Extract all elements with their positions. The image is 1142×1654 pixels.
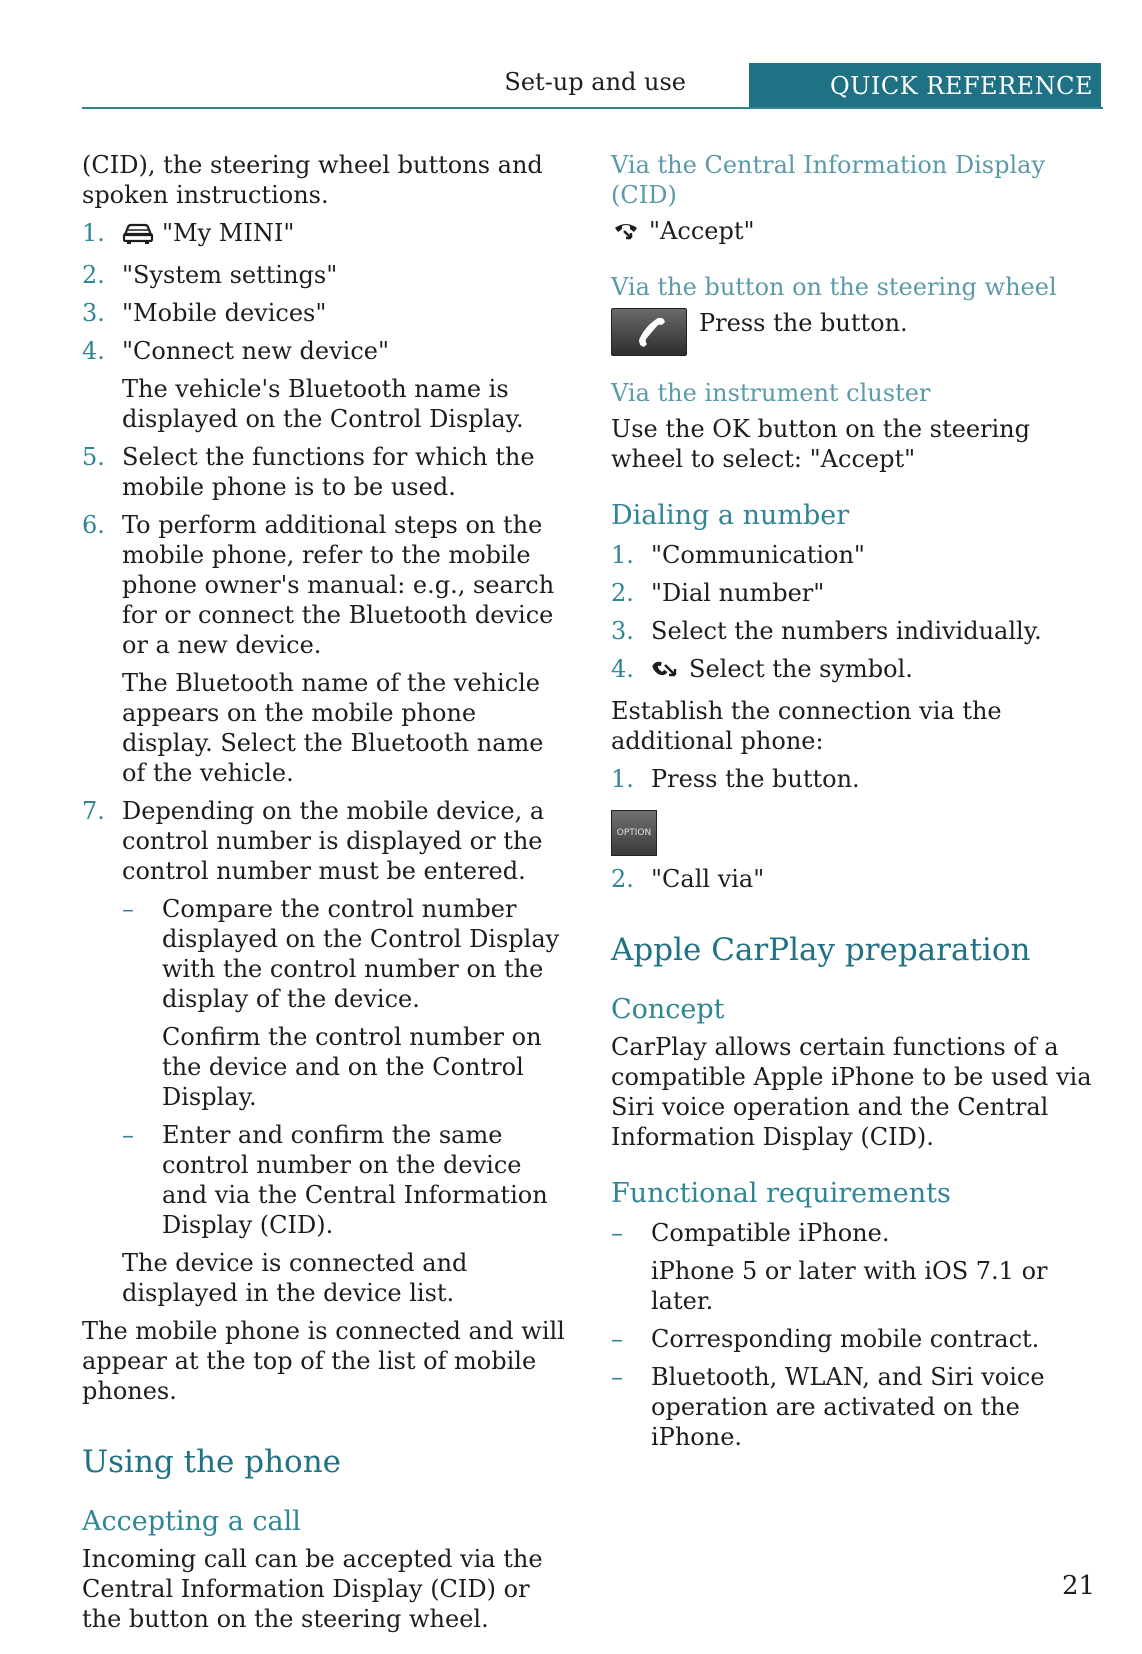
list-item <box>611 578 1106 608</box>
via-cid-heading: Via the Central Information Display (CID) <box>611 151 1046 209</box>
sub-list-item <box>82 894 570 1014</box>
sub-item-text: Compare the control number displayed on the Control Display with the control number on the display of the device. <box>162 895 560 1013</box>
item-text: "Mobile devices" <box>122 299 327 327</box>
concept-heading: Concept <box>611 994 725 1025</box>
list-item <box>611 540 1106 570</box>
step-note: The Bluetooth name of the vehicle appears on the mobile phone display. Select the Bluetooth name of the vehicle. <box>122 669 544 787</box>
list-item <box>82 336 570 366</box>
dialing-heading: Dialing a number <box>611 500 850 531</box>
using-phone-heading: Using the phone <box>82 1444 342 1480</box>
carplay-heading: Apple CarPlay preparation <box>611 932 1031 968</box>
item-number: 1. <box>611 541 634 569</box>
item-text: Depending on the mobile device, a control number is displayed or the control number must be entered. <box>122 797 545 885</box>
list-item <box>611 654 1106 688</box>
item-text: "Call via" <box>651 865 765 893</box>
item-number: 6. <box>82 511 105 539</box>
requirement-item <box>611 1218 1106 1248</box>
item-number: 1. <box>82 219 105 247</box>
via-cid-text: "Accept" <box>649 217 755 245</box>
list-item <box>82 218 570 252</box>
dash-mark: – <box>122 895 134 923</box>
list-item <box>611 864 1106 894</box>
via-cluster-heading: Via the instrument cluster <box>611 379 931 407</box>
requirement-text: Compatible iPhone. <box>651 1219 890 1247</box>
left-column <box>82 150 570 1634</box>
via-cid-line <box>611 216 1106 250</box>
item-text: "System settings" <box>122 261 338 289</box>
dash-mark: – <box>611 1325 623 1353</box>
step-note: The vehicle's Bluetooth name is displayed on the Control Display. <box>122 375 524 433</box>
phone-button-icon <box>611 308 687 356</box>
item-number: 3. <box>611 617 634 645</box>
dash-mark: – <box>122 1121 134 1149</box>
item-text: "My MINI" <box>162 219 295 247</box>
list-item <box>611 616 1106 646</box>
sub-item-text: Enter and confirm the same control number on the device and via the Central Information Display (CID). <box>162 1121 548 1239</box>
item-number: 5. <box>82 443 105 471</box>
item-text: "Communication" <box>651 541 865 569</box>
item-number: 2. <box>82 261 105 289</box>
right-column <box>611 150 1106 1452</box>
via-cluster-text: Use the OK button on the steering wheel to select: "Accept" <box>611 415 1030 473</box>
item-text: "Dial number" <box>651 579 825 607</box>
option-button-icon: OPTION <box>611 810 657 856</box>
item-number: 4. <box>82 337 105 365</box>
dial-symbol-icon <box>651 657 681 688</box>
quick-reference-tab: QUICK REFERENCE <box>749 63 1101 109</box>
list-item <box>82 796 570 886</box>
item-number: 2. <box>611 865 634 893</box>
list-item <box>82 260 570 290</box>
dash-mark: – <box>611 1219 623 1247</box>
concept-text: CarPlay allows certain functions of a compatible Apple iPhone to be used via Siri voice operation and the Central Information Display (CID). <box>611 1033 1092 1151</box>
sub-list-item <box>82 1120 570 1240</box>
list-item <box>82 298 570 328</box>
accept-call-icon <box>611 219 641 250</box>
item-text: Select the symbol. <box>689 655 913 683</box>
item-number: 7. <box>82 797 105 825</box>
intro-text: (CID), the steering wheel buttons and spoken instructions. <box>82 151 543 209</box>
accepting-call-heading: Accepting a call <box>82 1506 301 1537</box>
item-number: 4. <box>611 655 634 683</box>
list-item <box>611 764 1106 794</box>
list-item <box>82 510 570 660</box>
requirement-note: iPhone 5 or later with iOS 7.1 or later. <box>651 1257 1048 1315</box>
item-number: 3. <box>82 299 105 327</box>
requirement-text: Bluetooth, WLAN, and Siri voice operation are activated on the iPhone. <box>651 1363 1045 1451</box>
functional-requirements-heading: Functional requirements <box>611 1178 951 1209</box>
dash-mark: – <box>611 1363 623 1391</box>
item-text: To perform additional steps on the mobile phone, refer to the mobile phone owner's manual: e.g., search for or connect the Bluetooth device or a new device. <box>122 511 555 659</box>
accepting-call-text: Incoming call can be accepted via the Central Information Display (CID) or the button on the steering wheel. <box>82 1545 543 1633</box>
item-text: Select the numbers individually. <box>651 617 1042 645</box>
via-button-heading: Via the button on the steering wheel <box>611 273 1057 301</box>
item-number: 1. <box>611 765 634 793</box>
requirement-item <box>611 1324 1106 1354</box>
step-note: The device is connected and displayed in the device list. <box>122 1249 468 1307</box>
summary-text: The mobile phone is connected and will appear at the top of the list of mobile phones. <box>82 1317 565 1405</box>
requirement-text: Corresponding mobile contract. <box>651 1325 1040 1353</box>
sub-item-note: Confirm the control number on the device and on the Control Display. <box>162 1023 542 1111</box>
via-button-text: Press the button. <box>699 309 908 337</box>
establish-text: Establish the connection via the additional phone: <box>611 697 1002 755</box>
list-item <box>82 442 570 502</box>
item-text: "Connect new device" <box>122 337 389 365</box>
phone-button-row <box>611 308 1106 356</box>
item-number: 2. <box>611 579 634 607</box>
requirement-item <box>611 1362 1106 1452</box>
header-divider <box>82 107 1103 109</box>
car-icon <box>122 221 154 252</box>
item-text: Select the functions for which the mobile phone is to be used. <box>122 443 535 501</box>
page-number: 21 <box>1062 1571 1096 1601</box>
section-title: Set-up and use <box>504 68 686 96</box>
item-text: Press the button. <box>651 765 860 793</box>
